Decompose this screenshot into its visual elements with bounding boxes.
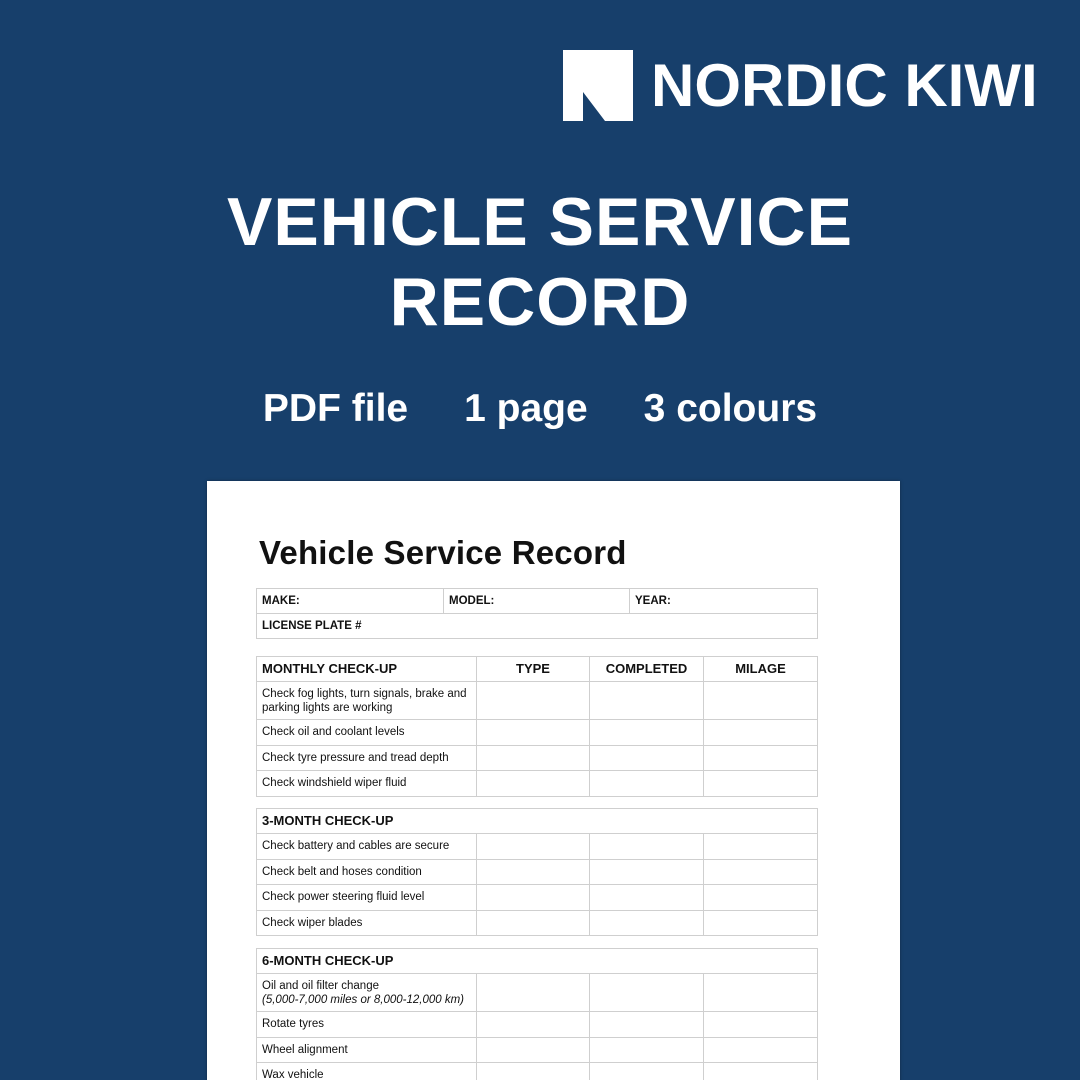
table-row [257, 745, 818, 771]
monthly-checkup-table [256, 656, 818, 797]
table-row [257, 910, 818, 936]
license-plate-row [257, 614, 818, 639]
six-month-checkup-table [256, 948, 818, 1080]
task-label: Oil and oil filter change [262, 979, 379, 992]
milage-cell [704, 771, 818, 797]
task-label: Rotate tyres [257, 1012, 477, 1038]
completed-cell [590, 682, 704, 720]
task-cell [257, 974, 477, 1012]
headline-line-1: VEHICLE SERVICE [227, 184, 853, 260]
brand-header [563, 50, 1038, 121]
task-label: Wheel alignment [257, 1037, 477, 1063]
table-row [257, 682, 818, 720]
section-title: 3-MONTH CHECK-UP [257, 809, 818, 834]
column-completed: COMPLETED [590, 657, 704, 682]
milage-cell [704, 974, 818, 1012]
completed-cell [590, 1037, 704, 1063]
table-row [257, 720, 818, 746]
document-title: Vehicle Service Record [259, 534, 627, 571]
meta-page-count: 1 page [464, 387, 588, 430]
type-cell [477, 1037, 590, 1063]
table-header-row [257, 657, 818, 682]
table-row [257, 834, 818, 860]
vehicle-info-row [257, 589, 818, 614]
meta-file-type: PDF file [262, 387, 409, 430]
type-cell [477, 1063, 590, 1080]
meta-colour-count: 3 colours [643, 387, 818, 430]
milage-cell [704, 834, 818, 860]
three-month-checkup-table [256, 808, 818, 936]
type-cell [477, 745, 590, 771]
column-type: TYPE [477, 657, 590, 682]
task-label: Check battery and cables are secure [257, 834, 477, 860]
type-cell [477, 1012, 590, 1038]
completed-cell [590, 834, 704, 860]
make-field: MAKE: [257, 589, 444, 614]
task-label: Check fog lights, turn signals, brake and parking lights are working [257, 682, 477, 720]
table-row [257, 859, 818, 885]
table-header-row [257, 809, 818, 834]
milage-cell [704, 1012, 818, 1038]
task-label: Check oil and coolant levels [257, 720, 477, 746]
milage-cell [704, 682, 818, 720]
table-row [257, 1037, 818, 1063]
task-note: (5,000-7,000 miles or 8,000-12,000 km) [262, 993, 464, 1006]
type-cell [477, 682, 590, 720]
milage-cell [704, 859, 818, 885]
model-field: MODEL: [444, 589, 630, 614]
section-title: 6-MONTH CHECK-UP [257, 949, 818, 974]
headline-line-2: RECORD [389, 264, 691, 340]
brand-name: NORDIC KIWI [651, 52, 1038, 119]
table-row [257, 771, 818, 797]
product-meta [0, 384, 1080, 434]
nordic-kiwi-logo-icon [563, 50, 633, 121]
table-row [257, 1012, 818, 1038]
column-milage: MILAGE [704, 657, 818, 682]
task-label: Check windshield wiper fluid [257, 771, 477, 797]
vehicle-info-table [256, 588, 818, 639]
task-label: Check power steering fluid level [257, 885, 477, 911]
type-cell [477, 834, 590, 860]
completed-cell [590, 974, 704, 1012]
type-cell [477, 974, 590, 1012]
completed-cell [590, 859, 704, 885]
type-cell [477, 910, 590, 936]
table-row [257, 974, 818, 1012]
completed-cell [590, 1063, 704, 1080]
completed-cell [590, 771, 704, 797]
document-preview [207, 481, 900, 1080]
table-header-row [257, 949, 818, 974]
milage-cell [704, 1063, 818, 1080]
milage-cell [704, 720, 818, 746]
milage-cell [704, 885, 818, 911]
page-headline [0, 182, 1080, 342]
task-label: Check tyre pressure and tread depth [257, 745, 477, 771]
table-row [257, 885, 818, 911]
completed-cell [590, 720, 704, 746]
completed-cell [590, 745, 704, 771]
type-cell [477, 720, 590, 746]
year-field: YEAR: [630, 589, 818, 614]
license-plate-field: LICENSE PLATE # [257, 614, 818, 639]
completed-cell [590, 1012, 704, 1038]
milage-cell [704, 1037, 818, 1063]
type-cell [477, 771, 590, 797]
task-label: Check wiper blades [257, 910, 477, 936]
type-cell [477, 885, 590, 911]
completed-cell [590, 910, 704, 936]
completed-cell [590, 885, 704, 911]
milage-cell [704, 745, 818, 771]
table-row [257, 1063, 818, 1080]
type-cell [477, 859, 590, 885]
task-label: Check belt and hoses condition [257, 859, 477, 885]
task-label: Wax vehicle [257, 1063, 477, 1080]
milage-cell [704, 910, 818, 936]
section-title: MONTHLY CHECK-UP [257, 657, 477, 682]
